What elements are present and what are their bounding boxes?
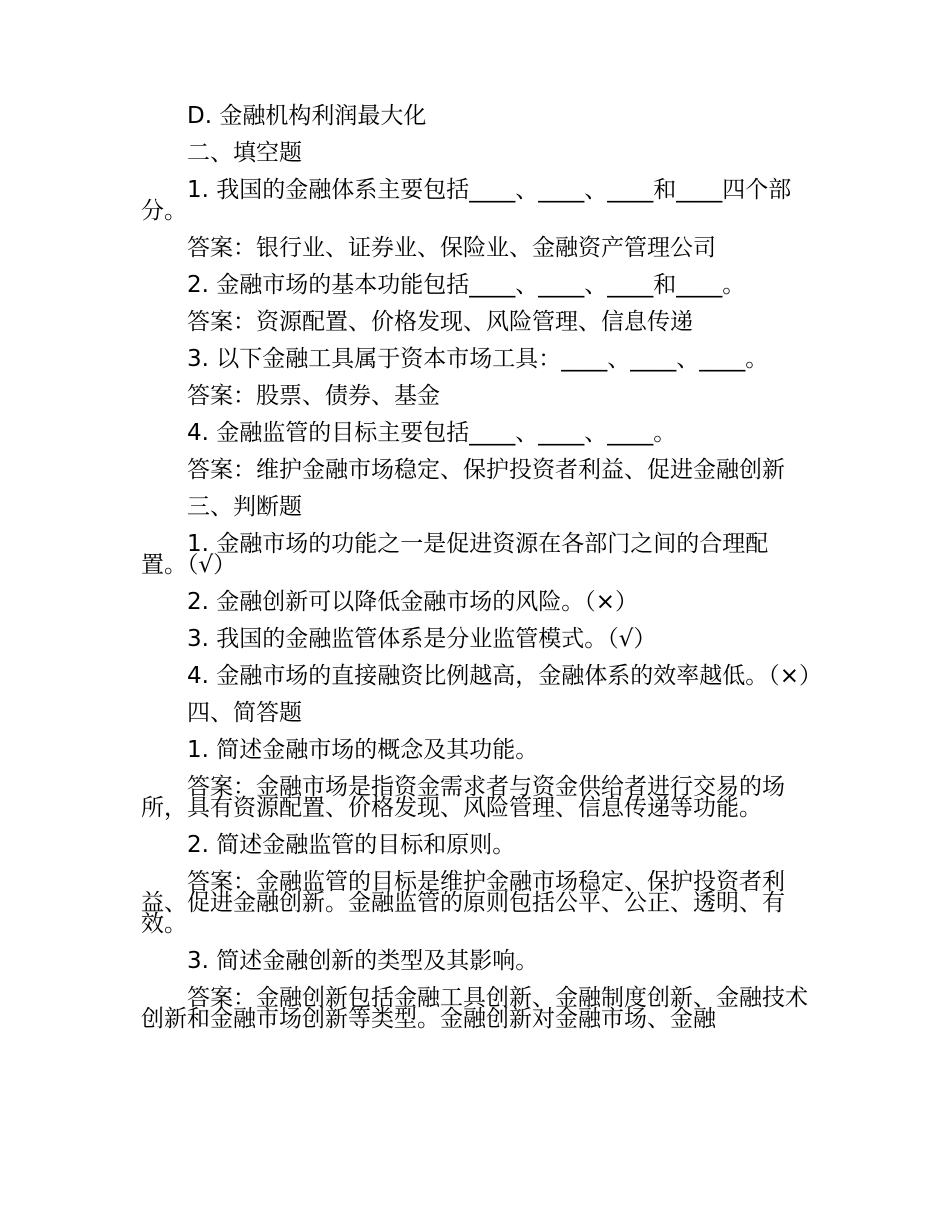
short-answer-2: 答案：金融监管的目标是维护金融市场稳定、保护投资者利益、促进金融创新。金融监管的原则包括公平、公正、透明、有效。 bbox=[141, 869, 785, 937]
section-heading-true-false: 三、判断题 bbox=[187, 494, 302, 520]
judge-question-4: 4. 金融市场的直接融资比例越高，金融体系的效率越低。（×） bbox=[187, 663, 823, 689]
section-heading-fill-in: 二、填空题 bbox=[187, 140, 302, 166]
fill-answer-1: 答案：银行业、证券业、保险业、金融资产管理公司 bbox=[187, 235, 716, 261]
judge-question-3: 3. 我国的金融监管体系是分业监管模式。（√） bbox=[187, 626, 657, 652]
fill-answer-2: 答案：资源配置、价格发现、风险管理、信息传递 bbox=[187, 309, 693, 335]
fill-answer-3: 答案：股票、债券、基金 bbox=[187, 383, 440, 409]
fill-answer-4: 答案：维护金融市场稳定、保护投资者利益、促进金融创新 bbox=[187, 457, 785, 483]
fill-question-4: 4. 金融监管的目标主要包括____、____、____。 bbox=[187, 420, 677, 446]
document-body bbox=[141, 103, 823, 1032]
fill-question-1: 1. 我国的金融体系主要包括____、____、____和____四个部分。 bbox=[141, 177, 792, 224]
fill-question-2: 2. 金融市场的基本功能包括____、____、____和____。 bbox=[187, 272, 746, 298]
short-question-2: 2. 简述金融监管的目标和原则。 bbox=[187, 832, 516, 858]
section-heading-short-answer: 四、简答题 bbox=[187, 700, 302, 726]
fill-question-3: 3. 以下金融工具属于资本市场工具：____、____、____。 bbox=[187, 346, 769, 372]
judge-question-1: 1. 金融市场的功能之一是促进资源在各部门之间的合理配置。（√） bbox=[141, 531, 769, 578]
short-question-1: 1. 简述金融市场的概念及其功能。 bbox=[187, 737, 539, 763]
option-d: D. 金融机构利润最大化 bbox=[187, 103, 427, 129]
short-answer-3: 答案：金融创新包括金融工具创新、金融制度创新、金融技术创新和金融市场创新等类型。金融创新对金融市场、金融 bbox=[141, 985, 808, 1032]
short-question-3: 3. 简述金融创新的类型及其影响。 bbox=[187, 948, 539, 974]
short-answer-1: 答案：金融市场是指资金需求者与资金供给者进行交易的场所，具有资源配置、价格发现、风险管理、信息传递等功能。 bbox=[141, 774, 785, 821]
judge-question-2: 2. 金融创新可以降低金融市场的风险。（×） bbox=[187, 589, 639, 615]
